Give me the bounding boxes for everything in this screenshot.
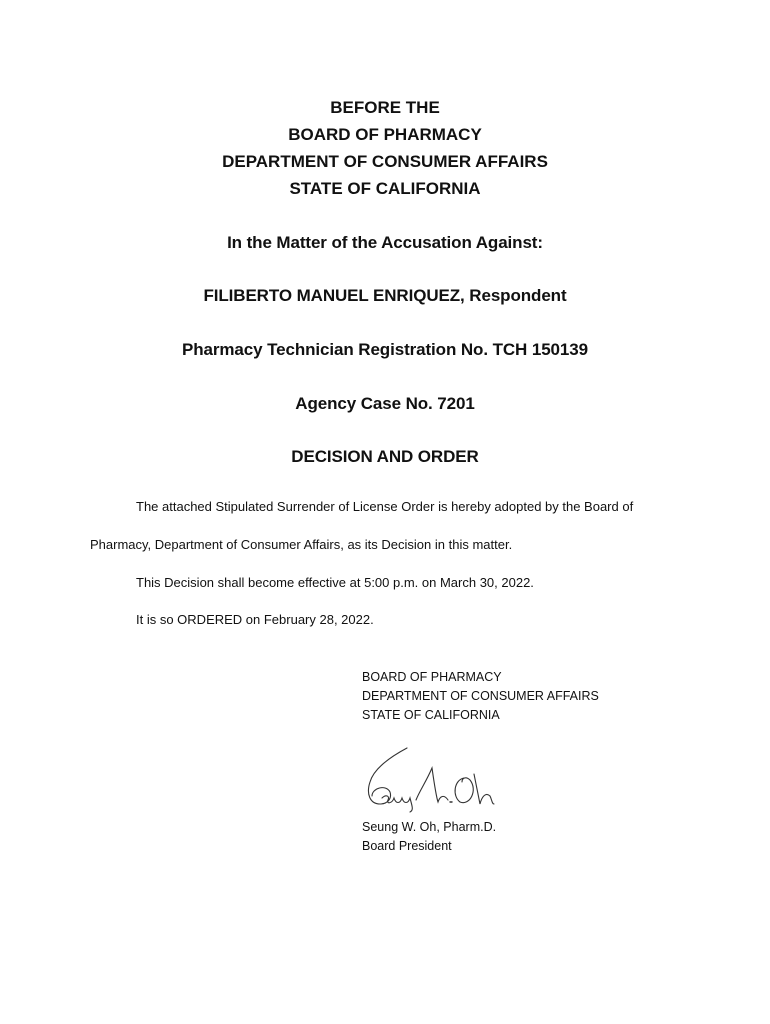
respondent-name: FILIBERTO MANUEL ENRIQUEZ, Respondent [203, 286, 567, 305]
sig-org-line-2: DEPARTMENT OF CONSUMER AFFAIRS [362, 689, 599, 703]
case-number: Agency Case No. 7201 [295, 394, 475, 413]
signer-block [362, 818, 496, 856]
header-line-1: BEFORE THE [330, 98, 440, 117]
registration-number: Pharmacy Technician Registration No. TCH 150139 [182, 340, 588, 359]
handwritten-signature [352, 738, 502, 818]
adoption-paragraph-line-1: The attached Stipulated Surrender of License Order is hereby adopted by the Board of [136, 499, 634, 514]
signer-name: Seung W. Oh, Pharm.D. [362, 820, 497, 834]
signer-title: Board President [362, 839, 452, 853]
header-line-2: BOARD OF PHARMACY [288, 125, 482, 144]
document-header [0, 94, 770, 202]
effective-date-statement: This Decision shall become effective at 5:00 p.m. on March 30, 2022. [136, 575, 534, 590]
signature-org-block [362, 668, 599, 725]
adoption-paragraph-line-2: Pharmacy, Department of Consumer Affairs, as its Decision in this matter. [90, 537, 513, 552]
sig-org-line-3: STATE OF CALIFORNIA [362, 708, 500, 722]
header-line-3: DEPARTMENT OF CONSUMER AFFAIRS [222, 152, 548, 171]
sig-org-line-1: BOARD OF PHARMACY [362, 670, 502, 684]
document-title: DECISION AND ORDER [291, 447, 479, 466]
matter-caption: In the Matter of the Accusation Against: [227, 233, 543, 252]
ordered-date-statement: It is so ORDERED on February 28, 2022. [136, 612, 374, 627]
header-line-4: STATE OF CALIFORNIA [289, 179, 481, 198]
